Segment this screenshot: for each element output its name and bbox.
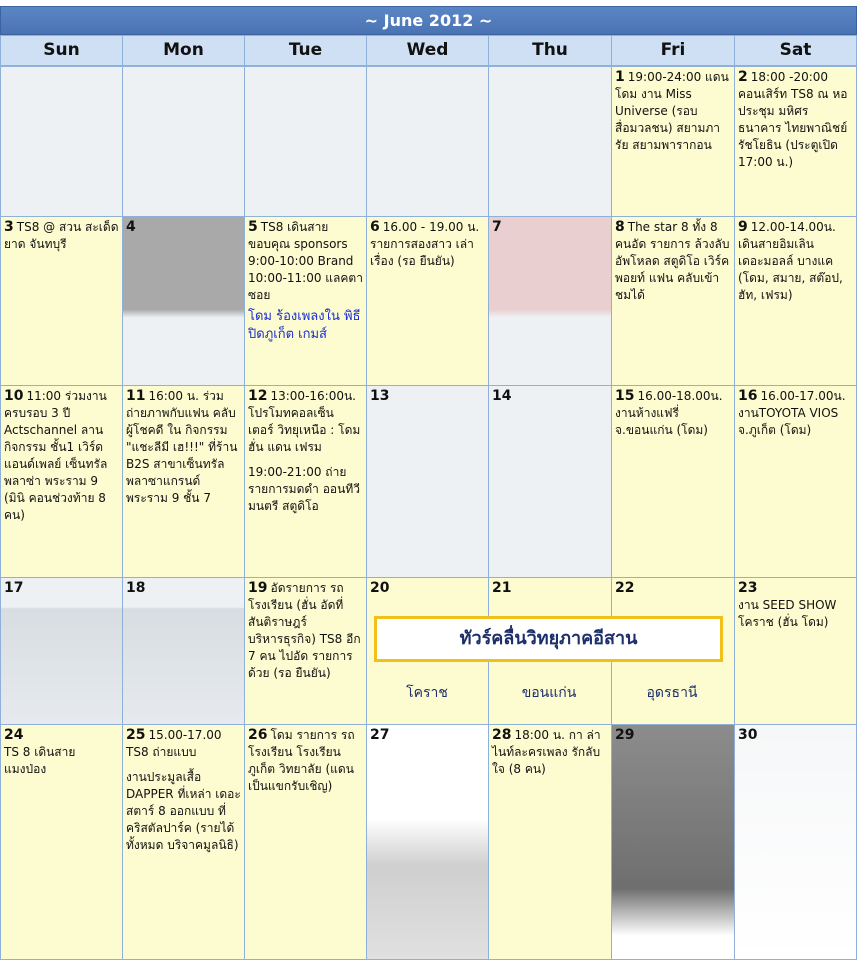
event-text: อัดรายการ รถโรงเรียน (ฮั่น อัดที่สันติราษฎร์ บริหารธุรกิจ) TS8 อีก 7 คน ไปอัด รายการด้วย (รอ ยืนยัน) bbox=[248, 581, 361, 680]
event-text: 18:00 -20:00 คอนเสิร์ท TS8 ณ หอประชุม มหิศร ธนาคาร ไทยพาณิชย์ รัชโยธิน (ประตูเปิด 17:00 น.) bbox=[738, 70, 848, 169]
tour-city-korat: โคราช bbox=[406, 685, 448, 701]
day-number: 13 bbox=[370, 388, 390, 404]
day-number: 22 bbox=[615, 580, 635, 596]
event-text: 16.00-17.00น. งานTOYOTA VIOS จ.ภูเก็ต (โดม) bbox=[738, 389, 846, 437]
day-cell-9 bbox=[734, 216, 857, 386]
day-number: 10 bbox=[4, 388, 24, 404]
day-number: 27 bbox=[370, 727, 390, 743]
day-cell-4 bbox=[122, 216, 245, 386]
day-cell-26 bbox=[244, 724, 367, 960]
empty-cell bbox=[366, 66, 489, 217]
event-text-2: 19:00-21:00 ถ่าย รายการมดดำ ออนทีวี มนตรี สตูดิโอ bbox=[248, 465, 360, 513]
event-text: TS8 @ สวน สะเด็ดยาด จันทบุรี bbox=[4, 220, 119, 251]
event-text: 11:00 ร่วมงาน ครบรอบ 3 ปี Actschannel ลาน กิจกรรม ชั้น1 เวิร์ดแอนด์เพลย์ เซ็นทรัลพลาซ่า พระราม 9 (มินิ คอนช่วงท้าย 8 คน) bbox=[4, 389, 108, 522]
day-cell-7 bbox=[488, 216, 612, 386]
day-number: 9 bbox=[738, 219, 748, 235]
day-number: 3 bbox=[4, 219, 14, 235]
day-number: 1 bbox=[615, 69, 625, 85]
event-text: 16:00 น. ร่วม ถ่ายภาพกับแฟน คลับผู้โชคดี ใน กิจกรรม "แชะลีมี เฮ!!!" ที่ร้าน B2S สาขาเซ็นทรัล พลาซาแกรนด์ พระราม 9 ชั้น 7 bbox=[126, 389, 238, 505]
day-number: 25 bbox=[126, 727, 146, 743]
day-number: 30 bbox=[738, 727, 758, 743]
day-number: 11 bbox=[126, 388, 146, 404]
empty-cell bbox=[0, 66, 123, 217]
day-number: 18 bbox=[126, 580, 146, 596]
day-number: 6 bbox=[370, 219, 380, 235]
event-text: งาน SEED SHOW โคราช (ฮั่น โดม) bbox=[738, 598, 837, 629]
day-cell-5 bbox=[244, 216, 367, 386]
day-cell-8 bbox=[611, 216, 735, 386]
empty-cell bbox=[122, 66, 245, 217]
event-text: 16.00-18.00น. งานห้างแฟรี่ จ.ขอนแก่น (โดม) bbox=[615, 389, 723, 437]
tour-city-khonkaen: ขอนแก่น bbox=[521, 685, 577, 701]
day-number: 21 bbox=[492, 580, 512, 596]
day-number: 19 bbox=[248, 580, 268, 596]
weekday-thu: Thu bbox=[488, 35, 612, 66]
day-number: 20 bbox=[370, 580, 390, 596]
day-number: 5 bbox=[248, 219, 258, 235]
day-cell-17 bbox=[0, 577, 123, 725]
day-number: 16 bbox=[738, 388, 758, 404]
event-text: 16.00 - 19.00 น. รายการสองสาว เล่าเรื่อง (รอ ยืนยัน) bbox=[370, 220, 480, 268]
day-cell-27 bbox=[366, 724, 489, 960]
day-number: 2 bbox=[738, 69, 748, 85]
day-cell-25 bbox=[122, 724, 245, 960]
day-cell-10 bbox=[0, 385, 123, 578]
tour-city-udon: อุดรธานี bbox=[646, 685, 698, 701]
weekday-sun: Sun bbox=[0, 35, 123, 66]
day-cell-13 bbox=[366, 385, 489, 578]
day-cell-12 bbox=[244, 385, 367, 578]
day-cell-16 bbox=[734, 385, 857, 578]
day-cell-24 bbox=[0, 724, 123, 960]
day-cell-11 bbox=[122, 385, 245, 578]
empty-cell bbox=[244, 66, 367, 217]
day-cell-23 bbox=[734, 577, 857, 725]
event-text: โดม รายการ รถโรงเรียน โรงเรียนภูเก็ต วิทยาลัย (แดน เป็นแขกรับเชิญ) bbox=[248, 728, 355, 793]
day-cell-18 bbox=[122, 577, 245, 725]
event-highlight: โดม ร้องเพลงใน พิธีปิดภูเก็ต เกมส์ bbox=[248, 309, 361, 342]
tour-banner: ทัวร์คลื่นวิทยุภาคอีสาน bbox=[374, 616, 723, 662]
day-cell-15 bbox=[611, 385, 735, 578]
day-cell-29 bbox=[611, 724, 735, 960]
weekday-mon: Mon bbox=[122, 35, 245, 66]
day-number: 17 bbox=[4, 580, 24, 596]
day-cell-6 bbox=[366, 216, 489, 386]
day-cell-19 bbox=[244, 577, 367, 725]
event-text: 15.00-17.00 TS8 ถ่ายแบบ bbox=[126, 728, 222, 759]
day-number: 29 bbox=[615, 727, 635, 743]
day-number: 8 bbox=[615, 219, 625, 235]
day-cell-14 bbox=[488, 385, 612, 578]
event-text: TS 8 เดินสาย แมงป่อง bbox=[4, 745, 76, 776]
empty-cell bbox=[488, 66, 612, 217]
day-cell-30 bbox=[734, 724, 857, 960]
weekday-tue: Tue bbox=[244, 35, 367, 66]
day-cell-3 bbox=[0, 216, 123, 386]
day-number: 4 bbox=[126, 219, 136, 235]
event-text: The star 8 ทั้ง 8 คนอัด รายการ ล้วงลับ อัพโหลด สตูดิโอ เวิร์คพอยท์ แฟน คลับเข้าชมได้ bbox=[615, 220, 730, 302]
calendar-title: ~ June 2012 ~ bbox=[0, 6, 857, 35]
weekday-wed: Wed bbox=[366, 35, 489, 66]
june-calendar bbox=[0, 6, 857, 960]
event-text: 12.00-14.00น. เดินสายอิมเลิน เดอะมอลล์ บางแค (โดม, สมาย, สต๊อป, ฮัท, เฟรม) bbox=[738, 220, 843, 302]
event-text: 19:00-24:00 แดน โดม งาน Miss Universe (รอบสื่อมวลชน) สยามภารัย สยามพารากอน bbox=[615, 70, 729, 152]
day-cell-28 bbox=[488, 724, 612, 960]
day-number: 12 bbox=[248, 388, 268, 404]
day-number: 26 bbox=[248, 727, 268, 743]
event-text: 18:00 น. กา ล่าไนท์ละครเพลง รักลับใจ (8 คน) bbox=[492, 728, 601, 776]
day-number: 14 bbox=[492, 388, 512, 404]
weekday-sat: Sat bbox=[734, 35, 857, 66]
weekday-fri: Fri bbox=[611, 35, 735, 66]
day-number: 28 bbox=[492, 727, 512, 743]
day-cell-2 bbox=[734, 66, 857, 217]
event-text-2: งานประมูลเสื้อ DAPPER ที่เหล่า เดอะสตาร์ 8 ออกแบบ ที่ คริสตัลปาร์ค (รายได้ทั้งหมด บริจาคมูลนิธิ) bbox=[126, 770, 241, 852]
day-number: 15 bbox=[615, 388, 635, 404]
day-number: 23 bbox=[738, 580, 758, 596]
day-number: 7 bbox=[492, 219, 502, 235]
day-number: 24 bbox=[4, 727, 24, 743]
event-text: 13:00-16:00น. โปรโมทคอลเซ็น เตอร์ วิทยุเหนือ : โดม ฮั่น แดน เฟรม bbox=[248, 389, 361, 454]
event-text: TS8 เดินสาย ขอบคุณ sponsors 9:00-10:00 Brand 10:00-11:00 แลคตา ซอย bbox=[248, 220, 363, 302]
day-cell-1 bbox=[611, 66, 735, 217]
